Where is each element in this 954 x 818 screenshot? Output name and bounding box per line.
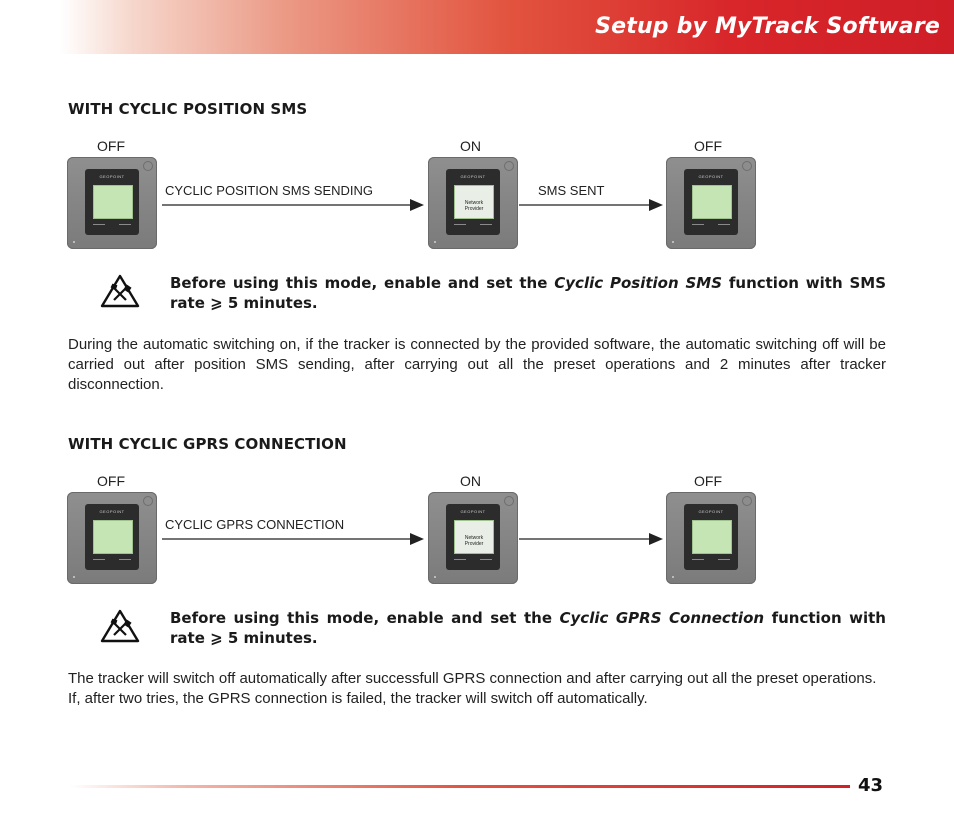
warning-tools-icon [100,609,140,643]
footer-divider [70,785,850,788]
warning-tools-icon [100,274,140,308]
device-face [684,504,738,570]
state-label-on: ON [460,138,481,154]
led-icon [504,161,514,171]
header-bar [60,0,954,54]
device-brand: GEOPOINT [460,509,486,514]
device-screen-text: Network Provider [464,535,484,547]
arrow-right-icon [162,198,426,212]
flow-label-sms-sending: CYCLIC POSITION SMS SENDING [165,183,374,198]
tracker-device-off [67,157,157,249]
tracker-device-off [666,492,756,584]
led-icon [143,161,153,171]
device-face [684,169,738,235]
flow-label-gprs-connection: CYCLIC GPRS CONNECTION [165,517,345,532]
section-title-cyclic-gprs: WITH CYCLIC GPRS CONNECTION [68,435,347,453]
page-number: 43 [858,775,884,796]
device-brand: GEOPOINT [99,174,125,179]
section-title-cyclic-sms: WITH CYCLIC POSITION SMS [68,100,308,118]
arrow-right-icon [519,198,665,212]
device-screen [93,520,133,554]
page-title: Setup by MyTrack Software [595,14,940,39]
state-label-off-1: OFF [97,138,125,154]
tracker-device-off [67,492,157,584]
paragraph-cyclic-gprs: The tracker will switch off automatically after successfull GPRS connection and after carrying out all the preset operations. If, after two tries, the GPRS connection is failed, the tracker will switch off automatically. [68,670,877,707]
device-brand: GEOPOINT [99,509,125,514]
state-label-off-2: OFF [694,473,722,489]
state-label-off-2: OFF [694,138,722,154]
device-brand: GEOPOINT [460,174,486,179]
device-screen [692,520,732,554]
device-face [85,169,139,235]
device-screen [93,185,133,219]
device-screen [454,520,494,554]
device-face [446,504,500,570]
led-icon [143,496,153,506]
device-brand: GEOPOINT [698,174,724,179]
tracker-device-on [428,492,518,584]
tracker-device-off [666,157,756,249]
device-screen [454,185,494,219]
arrow-right-icon [162,532,426,546]
state-label-on: ON [460,473,481,489]
device-screen-text: Network Provider [464,200,484,212]
device-face [85,504,139,570]
flow-label-sms-sent: SMS SENT [538,183,605,198]
arrow-right-icon [519,532,665,546]
tracker-device-on [428,157,518,249]
led-icon [742,496,752,506]
paragraph-cyclic-sms: During the automatic switching on, if the tracker is connected by the provided software, the automatic switching off will be carried out after position SMS sending, after carrying out all the preset operations and 2 minutes after tracker disconnection. [68,336,886,393]
led-icon [504,496,514,506]
state-label-off-1: OFF [97,473,125,489]
device-screen [692,185,732,219]
device-face [446,169,500,235]
warning-text-cyclic-gprs: Before using this mode, enable and set the Cyclic GPRS Connection function with rate ⩾ 5 minutes. [170,609,886,647]
device-brand: GEOPOINT [698,509,724,514]
warning-text-cyclic-sms: Before using this mode, enable and set the Cyclic Position SMS function with SMS rate ⩾ 5 minutes. [170,274,887,312]
led-icon [742,161,752,171]
